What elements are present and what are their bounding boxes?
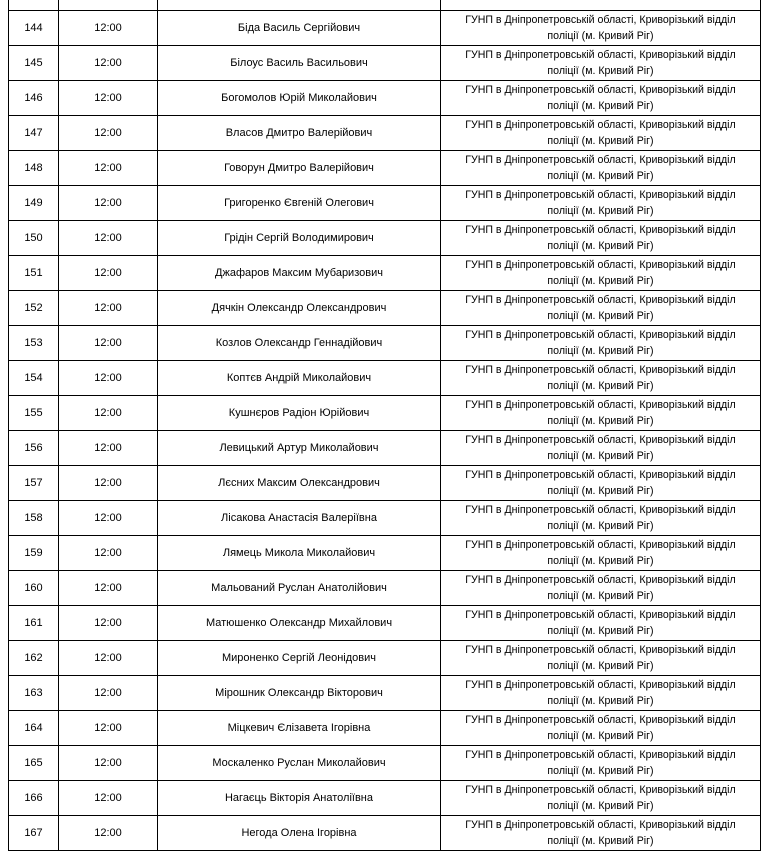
table-row <box>9 536 761 571</box>
row-time: 12:00 <box>59 151 158 186</box>
row-full-name: Москаленко Руслан Миколайович <box>158 746 441 781</box>
organization-line-1: ГУНП в Дніпропетровській області, Криворізький відділ <box>465 574 736 586</box>
organization-line-1: ГУНП в Дніпропетровській області, Криворізький відділ <box>465 784 736 796</box>
row-full-name: Міцкевич Єлізавета Ігорівна <box>158 711 441 746</box>
stub-cell <box>158 0 441 11</box>
row-full-name: Левицький Артур Миколайович <box>158 431 441 466</box>
row-number: 163 <box>9 676 59 711</box>
table-row <box>9 221 761 256</box>
row-number: 151 <box>9 256 59 291</box>
organization-line-1: ГУНП в Дніпропетровській області, Криворізький відділ <box>465 504 736 516</box>
row-time: 12:00 <box>59 326 158 361</box>
organization-line-2: поліції (м. Кривий Ріг) <box>547 485 654 497</box>
row-time: 12:00 <box>59 46 158 81</box>
table-row <box>9 291 761 326</box>
row-number: 154 <box>9 361 59 396</box>
row-full-name: Лямець Микола Миколайович <box>158 536 441 571</box>
row-full-name: Матюшенко Олександр Михайлович <box>158 606 441 641</box>
row-time: 12:00 <box>59 396 158 431</box>
row-organization <box>441 81 761 116</box>
table-row <box>9 466 761 501</box>
row-time: 12:00 <box>59 256 158 291</box>
organization-line-2: поліції (м. Кривий Ріг) <box>547 30 654 42</box>
row-number: 162 <box>9 641 59 676</box>
organization-line-2: поліції (м. Кривий Ріг) <box>547 800 654 812</box>
table-row <box>9 11 761 46</box>
organization-line-2: поліції (м. Кривий Ріг) <box>547 65 654 77</box>
organization-line-2: поліції (м. Кривий Ріг) <box>547 520 654 532</box>
row-number: 150 <box>9 221 59 256</box>
row-full-name: Грідін Сергій Володимирович <box>158 221 441 256</box>
row-organization <box>441 711 761 746</box>
row-time: 12:00 <box>59 816 158 851</box>
organization-line-2: поліції (м. Кривий Ріг) <box>547 345 654 357</box>
row-number: 158 <box>9 501 59 536</box>
table-row <box>9 676 761 711</box>
organization-line-1: ГУНП в Дніпропетровській області, Криворізький відділ <box>465 819 736 831</box>
organization-line-2: поліції (м. Кривий Ріг) <box>547 835 654 847</box>
row-full-name: Лісакова Анастасія Валеріївна <box>158 501 441 536</box>
row-number: 153 <box>9 326 59 361</box>
organization-line-1: ГУНП в Дніпропетровській області, Криворізький відділ <box>465 609 736 621</box>
row-full-name: Біда Василь Сергійович <box>158 11 441 46</box>
row-number: 144 <box>9 11 59 46</box>
table-row <box>9 361 761 396</box>
organization-line-1: ГУНП в Дніпропетровській області, Криворізький відділ <box>465 434 736 446</box>
table-row <box>9 116 761 151</box>
table-row <box>9 396 761 431</box>
organization-line-1: ГУНП в Дніпропетровській області, Криворізький відділ <box>465 259 736 271</box>
row-full-name: Григоренко Євгеній Олегович <box>158 186 441 221</box>
row-time: 12:00 <box>59 361 158 396</box>
row-full-name: Козлов Олександр Геннадійович <box>158 326 441 361</box>
row-organization <box>441 326 761 361</box>
row-full-name: Дячкін Олександр Олександрович <box>158 291 441 326</box>
table-row <box>9 781 761 816</box>
organization-line-2: поліції (м. Кривий Ріг) <box>547 590 654 602</box>
row-organization <box>441 256 761 291</box>
organization-line-1: ГУНП в Дніпропетровській області, Криворізький відділ <box>465 469 736 481</box>
row-time: 12:00 <box>59 11 158 46</box>
organization-line-1: ГУНП в Дніпропетровській області, Криворізький відділ <box>465 84 736 96</box>
organization-line-2: поліції (м. Кривий Ріг) <box>547 310 654 322</box>
row-organization <box>441 571 761 606</box>
row-organization <box>441 11 761 46</box>
organization-line-1: ГУНП в Дніпропетровській області, Криворізький відділ <box>465 119 736 131</box>
table-row <box>9 711 761 746</box>
organization-line-1: ГУНП в Дніпропетровській області, Криворізький відділ <box>465 294 736 306</box>
table-row <box>9 431 761 466</box>
row-time: 12:00 <box>59 431 158 466</box>
organization-line-2: поліції (м. Кривий Ріг) <box>547 240 654 252</box>
organization-line-1: ГУНП в Дніпропетровській області, Криворізький відділ <box>465 364 736 376</box>
row-number: 165 <box>9 746 59 781</box>
row-full-name: Мірошник Олександр Вікторович <box>158 676 441 711</box>
row-number: 147 <box>9 116 59 151</box>
table-row <box>9 326 761 361</box>
row-organization <box>441 151 761 186</box>
stub-cell <box>9 0 59 11</box>
row-full-name: Джафаров Максим Мубаризович <box>158 256 441 291</box>
row-organization <box>441 816 761 851</box>
row-number: 152 <box>9 291 59 326</box>
organization-line-1: ГУНП в Дніпропетровській області, Криворізький відділ <box>465 679 736 691</box>
organization-line-2: поліції (м. Кривий Ріг) <box>547 555 654 567</box>
row-organization <box>441 501 761 536</box>
table-row <box>9 641 761 676</box>
organization-line-2: поліції (м. Кривий Ріг) <box>547 380 654 392</box>
organization-line-1: ГУНП в Дніпропетровській області, Криворізький відділ <box>465 539 736 551</box>
row-organization <box>441 431 761 466</box>
row-number: 148 <box>9 151 59 186</box>
organization-line-2: поліції (м. Кривий Ріг) <box>547 415 654 427</box>
document-sheet <box>8 0 760 851</box>
row-time: 12:00 <box>59 676 158 711</box>
previous-row-stub <box>9 0 761 11</box>
row-organization <box>441 676 761 711</box>
row-number: 146 <box>9 81 59 116</box>
row-time: 12:00 <box>59 81 158 116</box>
row-number: 166 <box>9 781 59 816</box>
organization-line-2: поліції (м. Кривий Ріг) <box>547 765 654 777</box>
organization-line-2: поліції (м. Кривий Ріг) <box>547 730 654 742</box>
row-full-name: Богомолов Юрій Миколайович <box>158 81 441 116</box>
table-row <box>9 81 761 116</box>
table-row <box>9 571 761 606</box>
row-organization <box>441 746 761 781</box>
organization-line-2: поліції (м. Кривий Ріг) <box>547 450 654 462</box>
organization-line-1: ГУНП в Дніпропетровській області, Криворізький відділ <box>465 714 736 726</box>
row-number: 149 <box>9 186 59 221</box>
organization-line-1: ГУНП в Дніпропетровській області, Криворізький відділ <box>465 154 736 166</box>
table-row <box>9 816 761 851</box>
organization-line-1: ГУНП в Дніпропетровській області, Криворізький відділ <box>465 224 736 236</box>
organization-line-1: ГУНП в Дніпропетровській області, Криворізький відділ <box>465 399 736 411</box>
row-organization <box>441 186 761 221</box>
row-time: 12:00 <box>59 466 158 501</box>
schedule-table <box>8 0 761 851</box>
row-organization <box>441 466 761 501</box>
row-time: 12:00 <box>59 641 158 676</box>
row-time: 12:00 <box>59 186 158 221</box>
organization-line-1: ГУНП в Дніпропетровській області, Криворізький відділ <box>465 189 736 201</box>
row-organization <box>441 221 761 256</box>
table-row <box>9 746 761 781</box>
organization-line-1: ГУНП в Дніпропетровській області, Криворізький відділ <box>465 49 736 61</box>
row-organization <box>441 291 761 326</box>
organization-line-1: ГУНП в Дніпропетровській області, Криворізький відділ <box>465 14 736 26</box>
row-organization <box>441 606 761 641</box>
row-full-name: Говорун Дмитро Валерійович <box>158 151 441 186</box>
row-full-name: Нагаєць Вікторія Анатоліївна <box>158 781 441 816</box>
organization-line-2: поліції (м. Кривий Ріг) <box>547 275 654 287</box>
row-time: 12:00 <box>59 781 158 816</box>
row-number: 159 <box>9 536 59 571</box>
table-row <box>9 606 761 641</box>
row-organization <box>441 396 761 431</box>
row-number: 161 <box>9 606 59 641</box>
stub-cell <box>59 0 158 11</box>
organization-line-1: ГУНП в Дніпропетровській області, Криворізький відділ <box>465 749 736 761</box>
row-organization <box>441 46 761 81</box>
table-row <box>9 501 761 536</box>
row-time: 12:00 <box>59 116 158 151</box>
table-row <box>9 186 761 221</box>
organization-line-1: ГУНП в Дніпропетровській області, Криворізький відділ <box>465 329 736 341</box>
organization-line-2: поліції (м. Кривий Ріг) <box>547 100 654 112</box>
organization-line-2: поліції (м. Кривий Ріг) <box>547 170 654 182</box>
organization-line-2: поліції (м. Кривий Ріг) <box>547 135 654 147</box>
row-organization <box>441 536 761 571</box>
row-organization <box>441 641 761 676</box>
row-time: 12:00 <box>59 291 158 326</box>
row-number: 164 <box>9 711 59 746</box>
row-number: 156 <box>9 431 59 466</box>
organization-line-2: поліції (м. Кривий Ріг) <box>547 625 654 637</box>
row-full-name: Кушнєров Радіон Юрійович <box>158 396 441 431</box>
row-time: 12:00 <box>59 711 158 746</box>
row-time: 12:00 <box>59 746 158 781</box>
row-time: 12:00 <box>59 536 158 571</box>
row-number: 167 <box>9 816 59 851</box>
row-number: 157 <box>9 466 59 501</box>
row-number: 155 <box>9 396 59 431</box>
row-full-name: Білоус Василь Васильович <box>158 46 441 81</box>
row-organization <box>441 116 761 151</box>
organization-line-2: поліції (м. Кривий Ріг) <box>547 695 654 707</box>
organization-line-1: ГУНП в Дніпропетровській області, Криворізький відділ <box>465 644 736 656</box>
row-full-name: Мальований Руслан Анатолійович <box>158 571 441 606</box>
row-full-name: Коптєв Андрій Миколайович <box>158 361 441 396</box>
table-row <box>9 151 761 186</box>
row-number: 160 <box>9 571 59 606</box>
schedule-table-body <box>9 0 761 851</box>
organization-line-2: поліції (м. Кривий Ріг) <box>547 660 654 672</box>
row-time: 12:00 <box>59 606 158 641</box>
organization-line-2: поліції (м. Кривий Ріг) <box>547 205 654 217</box>
row-organization <box>441 781 761 816</box>
row-full-name: Власов Дмитро Валерійович <box>158 116 441 151</box>
table-row <box>9 46 761 81</box>
table-row <box>9 256 761 291</box>
stub-cell <box>441 0 761 11</box>
row-full-name: Мироненко Сергій Леонідович <box>158 641 441 676</box>
row-full-name: Негода Олена Ігорівна <box>158 816 441 851</box>
row-time: 12:00 <box>59 221 158 256</box>
row-full-name: Лєсних Максим Олександрович <box>158 466 441 501</box>
row-time: 12:00 <box>59 571 158 606</box>
row-time: 12:00 <box>59 501 158 536</box>
row-number: 145 <box>9 46 59 81</box>
row-organization <box>441 361 761 396</box>
